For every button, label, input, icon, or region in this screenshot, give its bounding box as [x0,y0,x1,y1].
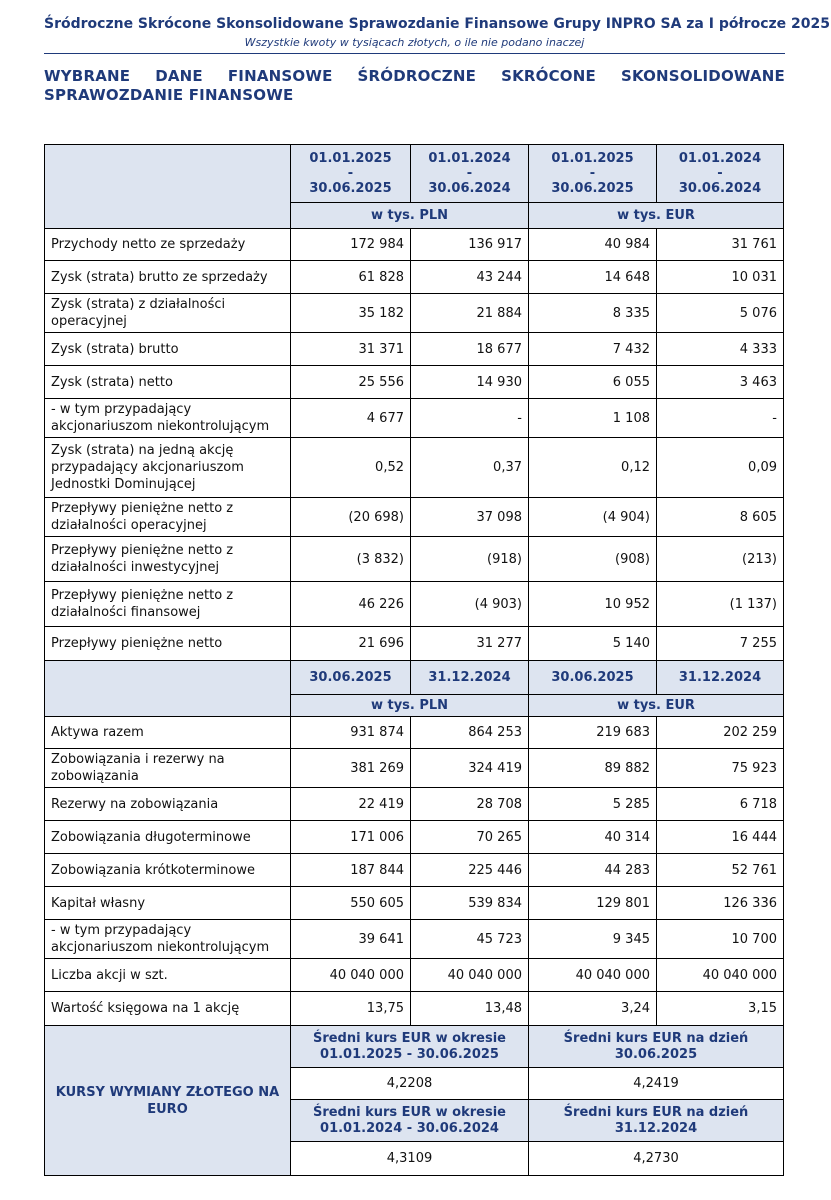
value-cell: 5 285 [529,788,657,821]
table-row [45,788,784,821]
row-label: Zysk (strata) z działalności operacyjnej [45,294,291,333]
table-row [45,294,784,333]
table-row [45,582,784,627]
value-cell: 40 040 000 [529,959,657,992]
value-cell: 44 283 [529,854,657,887]
table-row [45,959,784,992]
unit-eur-header: w tys. EUR [529,695,784,717]
report-subtitle: Wszystkie kwoty w tysiącach złotych, o ile nie podano inaczej [244,36,585,49]
row-label: - w tym przypadający akcjonariuszom niekontrolującym [45,399,291,438]
avg-rate-2025-value: 4,2208 [291,1068,529,1100]
exchange-rates-label: KURSY WYMIANY ZŁOTEGO NA EURO [45,1026,291,1176]
value-cell: 40 984 [529,229,657,261]
date-header: 31.12.2024 [411,661,529,695]
value-cell: 10 952 [529,582,657,627]
row-label: Zobowiązania długoterminowe [45,821,291,854]
value-cell: 864 253 [411,717,529,749]
value-cell: 126 336 [657,887,784,920]
value-cell: 3,15 [657,992,784,1026]
value-cell: (4 904) [529,498,657,537]
row-label: Kapitał własny [45,887,291,920]
value-cell: 28 708 [411,788,529,821]
value-cell: 225 446 [411,854,529,887]
period-header: 01.01.2024 - 30.06.2024 [411,145,529,203]
value-cell: 172 984 [291,229,411,261]
value-cell: 5 140 [529,627,657,661]
table-row [45,717,784,749]
value-cell: 25 556 [291,366,411,399]
row-label: Zysk (strata) netto [45,366,291,399]
value-cell: 0,37 [411,438,529,498]
value-cell: 931 874 [291,717,411,749]
value-cell: 187 844 [291,854,411,887]
row-label: Przepływy pieniężne netto [45,627,291,661]
value-cell: 7 255 [657,627,784,661]
value-cell: 61 828 [291,261,411,294]
spot-rate-2025-label: Średni kurs EUR na dzień 30.06.2025 [529,1026,784,1068]
value-cell: 18 677 [411,333,529,366]
table-row [45,399,784,438]
row-label: Wartość księgowa na 1 akcję [45,992,291,1026]
row-label: - w tym przypadający akcjonariuszom niekontrolującym [45,920,291,959]
row-label: Aktywa razem [45,717,291,749]
row-label: Przepływy pieniężne netto z działalności operacyjnej [45,498,291,537]
table-row [45,992,784,1026]
row-label: Zysk (strata) na jedną akcję przypadający akcjonariuszom Jednostki Dominującej [45,438,291,498]
table-row [45,627,784,661]
date-header: 30.06.2025 [529,661,657,695]
value-cell: 45 723 [411,920,529,959]
spot-rate-2024-label: Średni kurs EUR na dzień 31.12.2024 [529,1100,784,1142]
table-row [45,333,784,366]
row-label: Zysk (strata) brutto ze sprzedaży [45,261,291,294]
avg-rate-2025-label: Średni kurs EUR w okresie 01.01.2025 - 30.06.2025 [291,1026,529,1068]
value-cell: 70 265 [411,821,529,854]
section-title: WYBRANE DANE FINANSOWE ŚRÓDROCZNE SKRÓCONE SKONSOLIDOWANE SPRAWOZDANIE FINANSOWE [44,67,785,104]
row-label: Liczba akcji w szt. [45,959,291,992]
value-cell: (213) [657,537,784,582]
value-cell: 4 333 [657,333,784,366]
value-cell: (1 137) [657,582,784,627]
value-cell: 129 801 [529,887,657,920]
value-cell: 0,12 [529,438,657,498]
table-row [45,854,784,887]
value-cell: 539 834 [411,887,529,920]
value-cell: (20 698) [291,498,411,537]
value-cell: 3,24 [529,992,657,1026]
table-row [45,887,784,920]
value-cell: 40 040 000 [411,959,529,992]
date-header: 30.06.2025 [291,661,411,695]
value-cell: 21 884 [411,294,529,333]
value-cell: 4 677 [291,399,411,438]
value-cell: (908) [529,537,657,582]
value-cell: 202 259 [657,717,784,749]
value-cell: 8 605 [657,498,784,537]
value-cell: 14 930 [411,366,529,399]
header-blank-cell [45,661,291,717]
value-cell: 46 226 [291,582,411,627]
header-divider [44,53,785,54]
value-cell: 37 098 [411,498,529,537]
table-row [45,821,784,854]
row-label: Przepływy pieniężne netto z działalności finansowej [45,582,291,627]
value-cell: 3 463 [657,366,784,399]
value-cell: 16 444 [657,821,784,854]
row-label: Zobowiązania krótkoterminowe [45,854,291,887]
value-cell: 35 182 [291,294,411,333]
value-cell: 40 040 000 [291,959,411,992]
table-row [45,537,784,582]
spot-rate-2024-value: 4,2730 [529,1142,784,1176]
table-row [45,261,784,294]
value-cell: 7 432 [529,333,657,366]
row-label: Przychody netto ze sprzedaży [45,229,291,261]
avg-rate-2024-label: Średni kurs EUR w okresie 01.01.2024 - 30.06.2024 [291,1100,529,1142]
unit-pln-header: w tys. PLN [291,695,529,717]
value-cell: 324 419 [411,749,529,788]
value-cell: 40 040 000 [657,959,784,992]
value-cell: 14 648 [529,261,657,294]
value-cell: 13,75 [291,992,411,1026]
value-cell: - [657,399,784,438]
value-cell: 10 700 [657,920,784,959]
table-row [45,366,784,399]
period-header: 01.01.2025 - 30.06.2025 [529,145,657,203]
table-row [45,438,784,498]
value-cell: 381 269 [291,749,411,788]
value-cell: 40 314 [529,821,657,854]
period-header: 01.01.2024 - 30.06.2024 [657,145,784,203]
exchange-rates-section [45,1026,784,1176]
value-cell: 52 761 [657,854,784,887]
value-cell: 75 923 [657,749,784,788]
value-cell: 8 335 [529,294,657,333]
value-cell: 5 076 [657,294,784,333]
avg-rate-2024-value: 4,3109 [291,1142,529,1176]
document-header [44,16,830,49]
value-cell: 9 345 [529,920,657,959]
row-label: Zysk (strata) brutto [45,333,291,366]
value-cell: 13,48 [411,992,529,1026]
table-row [45,749,784,788]
balance-section [45,661,784,1026]
financial-data-table [44,144,784,1176]
value-cell: 31 761 [657,229,784,261]
value-cell: 21 696 [291,627,411,661]
row-label: Rezerwy na zobowiązania [45,788,291,821]
date-header: 31.12.2024 [657,661,784,695]
unit-eur-header: w tys. EUR [529,203,784,229]
value-cell: 31 371 [291,333,411,366]
table-row [45,498,784,537]
value-cell: 39 641 [291,920,411,959]
value-cell: 171 006 [291,821,411,854]
table-row [45,920,784,959]
value-cell: 0,52 [291,438,411,498]
row-label: Przepływy pieniężne netto z działalności inwestycyjnej [45,537,291,582]
value-cell: 43 244 [411,261,529,294]
value-cell: 219 683 [529,717,657,749]
value-cell: 10 031 [657,261,784,294]
period-header: 01.01.2025 - 30.06.2025 [291,145,411,203]
value-cell: 22 419 [291,788,411,821]
value-cell: 136 917 [411,229,529,261]
value-cell: 550 605 [291,887,411,920]
value-cell: 89 882 [529,749,657,788]
value-cell: 0,09 [657,438,784,498]
spot-rate-2025-value: 4,2419 [529,1068,784,1100]
value-cell: 1 108 [529,399,657,438]
row-label: Zobowiązania i rezerwy na zobowiązania [45,749,291,788]
value-cell: (918) [411,537,529,582]
unit-pln-header: w tys. PLN [291,203,529,229]
header-blank-cell [45,145,291,229]
value-cell: 31 277 [411,627,529,661]
value-cell: - [411,399,529,438]
report-title: Śródroczne Skrócone Skonsolidowane Sprawozdanie Finansowe Grupy INPRO SA za I półrocze 2025 [44,16,830,32]
value-cell: 6 718 [657,788,784,821]
table-row [45,229,784,261]
value-cell: (4 903) [411,582,529,627]
period-section [45,145,784,661]
value-cell: 6 055 [529,366,657,399]
value-cell: (3 832) [291,537,411,582]
